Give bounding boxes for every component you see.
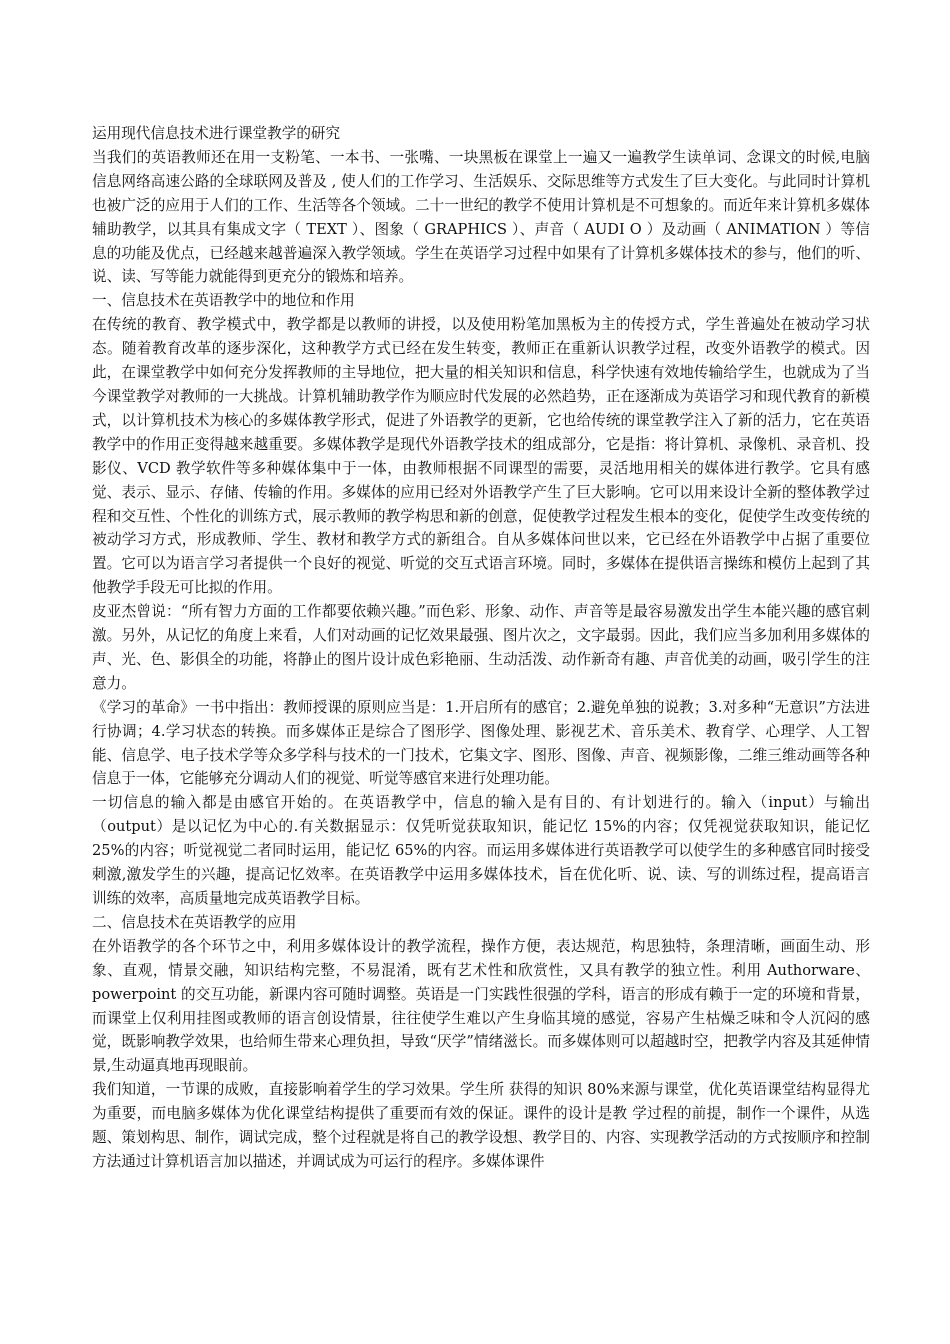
section-2-paragraph-2: 我们知道，一节课的成败，直接影响着学生的学习效果。学生所 获得的知识 80%来源与课堂，优化英语课堂结构显得尤为重要，而电脑多媒体为优化课堂结构提供了重要而有效的保证。课件的设计是教 学过程的前提，制作一个课件，从选题、策划构思、制作，调试完成，整个过程就是将自己的教学设想、教学目的、内容、实现教学活动的方式按顺序和控制方法通过计算机语言加以描述，并调试成为可运行的程序。多媒体课件: [92, 1081, 870, 1170]
document-title: 运用现代信息技术进行课堂教学的研究: [92, 125, 341, 142]
section-1-paragraph-2: 皮亚杰曾说：“所有智力方面的工作都要依赖兴趣。”而色彩、形象、动作、声音等是最容易激发出学生本能兴趣的感官刺激。另外，从记忆的角度上来看，人们对动画的记忆效果最强、图片次之，文字最弱。因此，我们应当多加利用多媒体的声、光、色、影俱全的功能，将静止的图片设计成色彩艳丽、生动活泼、动作新奇有趣、声音优美的动画，吸引学生的注意力。: [92, 603, 870, 692]
intro-paragraph: 当我们的英语教师还在用一支粉笔、一本书、一张嘴、一块黑板在课堂上一遍又一遍教学生读单词、念课文的时候,电脑信息网络高速公路的全球联网及普及 , 使人们的工作学习、生活娱乐、交际思维等方式发生了巨大变化。与此同时计算机也被广泛的应用于人们的工作、生活等各个领域。二十一世纪的教学不使用计算机是不可想象的。而近年来计算机多媒体辅助教学，以其具有集成文字（ TEXT ）、图象（ GRAPHICS ）、声音（ AUDI O ）及动画（ ANIMATION ）等信息的功能及优点，已经越来越普遍深入教学领域。学生在英语学习过程中如果有了计算机多媒体技术的参与，他们的听、说、读、写等能力就能得到更充分的锻炼和培养。: [92, 148, 870, 286]
section-1-paragraph-3: 《学习的革命》一书中指出：教师授课的原则应当是：1.开启所有的感官；2.避免单独的说教；3.对多种“无意识”方法进行协调；4.学习状态的转换。而多媒体正是综合了图形学、图像处理、影视艺术、音乐美术、教育学、心理学、人工智能、信息学、电子技术学等众多学科与技术的一门技术，它集文字、图形、图像、声音、视频影像，二维三维动画等各种信息于一体，它能够充分调动人们的视觉、听觉等感官来进行处理功能。: [92, 698, 870, 788]
section-2-heading: 二、信息技术在英语教学的应用: [92, 913, 297, 931]
section-1-paragraph-4: 一切信息的输入都是由感官开始的。在英语教学中，信息的输入是有目的、有计划进行的。输入（input）与输出（output）是以记忆为中心的.有关数据显示：仅凭听觉获取知识，能记忆 15%的内容；仅凭视觉获取知识，能记忆 25%的内容；听觉视觉二者同时运用，能记忆 65%的内容。而运用多媒体进行英语教学可以使学生的多种感官同时接受刺激,激发学生的兴趣，提高记忆效率。在英语教学中运用多媒体技术，旨在优化听、说、读、写的训练过程，提高语言训练的效率，高质量地完成英语教学目标。: [92, 794, 870, 907]
document-page: [92, 122, 870, 1174]
section-1-heading: 一、信息技术在英语教学中的地位和作用: [92, 292, 355, 310]
section-2-paragraph-1: 在外语教学的各个环节之中，利用多媒体设计的教学流程，操作方便，表达规范，构思独特，条理清晰，画面生动、形象、直观，情景交融，知识结构完整，不易混淆，既有艺术性和欣赏性，又具有教学的独立性。利用 Authorware、powerpoint 的交互功能，新课内容可随时调整。英语是一门实践性很强的学科，语言的形成有赖于一定的环境和背景，而课堂上仅利用挂图或教师的语言创设情景，往往使学生难以产生身临其境的感觉，容易产生枯燥乏味和令人沉闷的感觉，既影响教学效果，也给师生带来心理负担，导致“厌学”情绪滋长。而多媒体则可以超越时空，把教学内容及其延伸情景,生动逼真地再现眼前。: [92, 937, 870, 1075]
section-1-paragraph-1: 在传统的教育、教学模式中，教学都是以教师的讲授，以及使用粉笔加黑板为主的传授方式，学生普遍处在被动学习状态。随着教育改革的逐步深化，这种教学方式已经在发生转变，教师正在重新认识教学过程，改变外语教学的模式。因此，在课堂教学中如何充分发挥教师的主导地位，把大量的相关知识和信息，科学快速有效地传输给学生，也就成为了当今课堂教学对教师的一大挑战。计算机辅助教学作为顺应时代发展的必然趋势，正在逐渐成为英语学习和现代教育的新模式，以计算机技术为核心的多媒体教学形式，促进了外语教学的更新，它也给传统的课堂教学注入了新的活力，它在英语教学中的作用正变得越来越重要。多媒体教学是现代外语教学技术的组成部分，它是指：将计算机、录像机、录音机、投影仪、VCD 教学软件等多种媒体集中于一体，由教师根据不同课型的需要，灵活地用相关的媒体进行教学。它具有感觉、表示、显示、存储、传输的作用。多媒体的应用已经对外语教学产生了巨大影响。它可以用来设计全新的整体教学过程和交互性、个性化的训练方式，展示教师的教学构思和新的创意，促使教学过程发生根本的变化，促使学生改变传统的被动学习方式，形成教师、学生、教材和教学方式的新组合。自从多媒体问世以来，它已经在外语教学中占据了重要位置。它可以为语言学习者提供一个良好的视觉、听觉的交互式语言环境。同时，多媒体在提供语言操练和模仿上起到了其他教学手段无可比拟的作用。: [92, 316, 870, 597]
